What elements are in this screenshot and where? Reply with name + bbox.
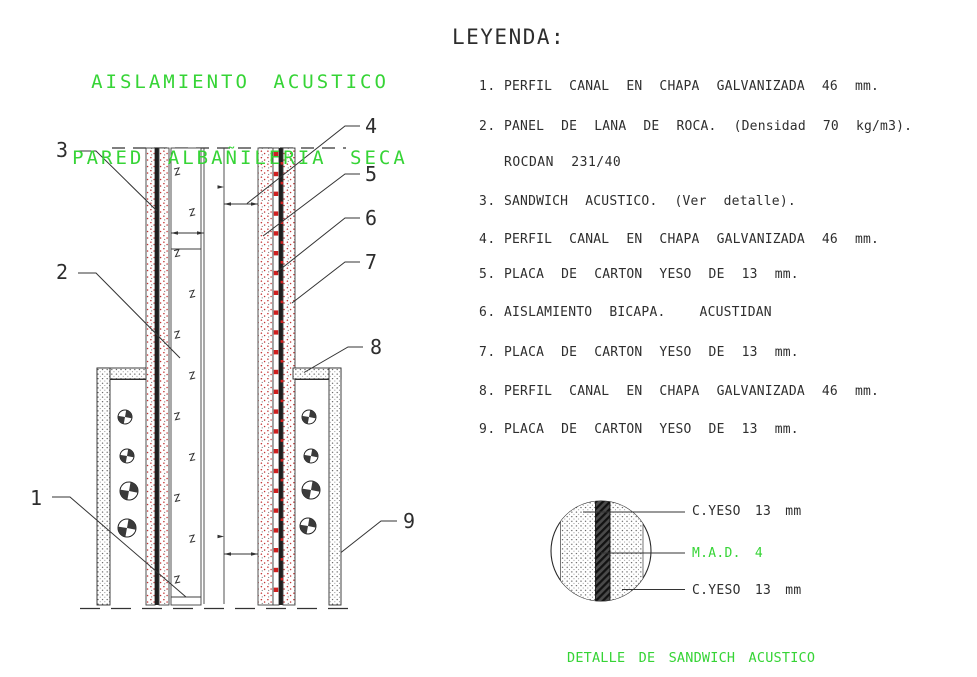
legend-item-2-continuation: ROCDAN 231/40 <box>504 155 622 170</box>
legend-item-text: PERFIL CANAL EN CHAPA GALVANIZADA 46 mm. <box>504 384 880 399</box>
legend-item-number: 6. <box>479 305 496 320</box>
legend-item-7 <box>479 345 799 360</box>
legend-item-text: PANEL DE LANA DE ROCA. (Densidad 70 kg/m3). <box>504 119 913 134</box>
callout-label-1: 1 <box>29 486 43 510</box>
legend-item-number: 9. <box>479 422 496 437</box>
legend-item-text: AISLAMIENTO BICAPA. ACUSTIDAN <box>504 305 772 320</box>
legend-item-1 <box>479 79 879 94</box>
legend-item-9 <box>479 422 799 437</box>
sandwich-detail-circle <box>551 498 685 604</box>
legend-item-number: 7. <box>479 345 496 360</box>
legend-heading: LEYENDA: <box>452 25 566 49</box>
title-line-2: PARED ALBAÑILERIA SECA <box>72 147 408 169</box>
callout-label-8: 8 <box>369 335 383 359</box>
callout-label-9: 9 <box>402 509 416 533</box>
legend-item-text: SANDWICH ACUSTICO. (Ver detalle). <box>504 194 796 209</box>
legend-item-number: 4. <box>479 232 496 247</box>
callout-label-6: 6 <box>364 206 378 230</box>
legend-item-number: 3. <box>479 194 496 209</box>
legend-item-text: PERFIL CANAL EN CHAPA GALVANIZADA 46 mm. <box>504 232 880 247</box>
legend-item-text: PLACA DE CARTON YESO DE 13 mm. <box>504 345 799 360</box>
legend-item-8 <box>479 384 879 399</box>
legend-item-number: 2. <box>479 119 496 134</box>
callout-label-4: 4 <box>364 114 378 138</box>
legend-item-number: 5. <box>479 267 496 282</box>
legend-item-5 <box>479 267 799 282</box>
legend-item-6 <box>479 305 772 320</box>
callout-label-3: 3 <box>55 138 69 162</box>
detail-label-top: C.YESO 13 mm <box>692 504 802 519</box>
callout-label-5: 5 <box>364 162 378 186</box>
callout-label-7: 7 <box>364 250 378 274</box>
air-gap-line <box>218 148 225 604</box>
legend-item-text: PLACA DE CARTON YESO DE 13 mm. <box>504 422 799 437</box>
left-wall-assembly <box>146 148 204 605</box>
legend-item-3 <box>479 194 796 209</box>
detail-label-mad4: M.A.D. 4 <box>692 546 764 561</box>
legend-item-number: 1. <box>479 79 496 94</box>
legend-item-number: 8. <box>479 384 496 399</box>
detail-caption: DETALLE DE SANDWICH ACUSTICO <box>567 650 816 666</box>
title-line-1: AISLAMIENTO ACUSTICO <box>91 71 389 93</box>
legend-item-4 <box>479 232 879 247</box>
detail-label-bottom: C.YESO 13 mm <box>692 583 802 598</box>
legend-item-text: PLACA DE CARTON YESO DE 13 mm. <box>504 267 799 282</box>
legend-item-text: PERFIL CANAL EN CHAPA GALVANIZADA 46 mm. <box>504 79 880 94</box>
callout-label-2: 2 <box>55 260 69 284</box>
legend-item-2 <box>479 119 912 134</box>
